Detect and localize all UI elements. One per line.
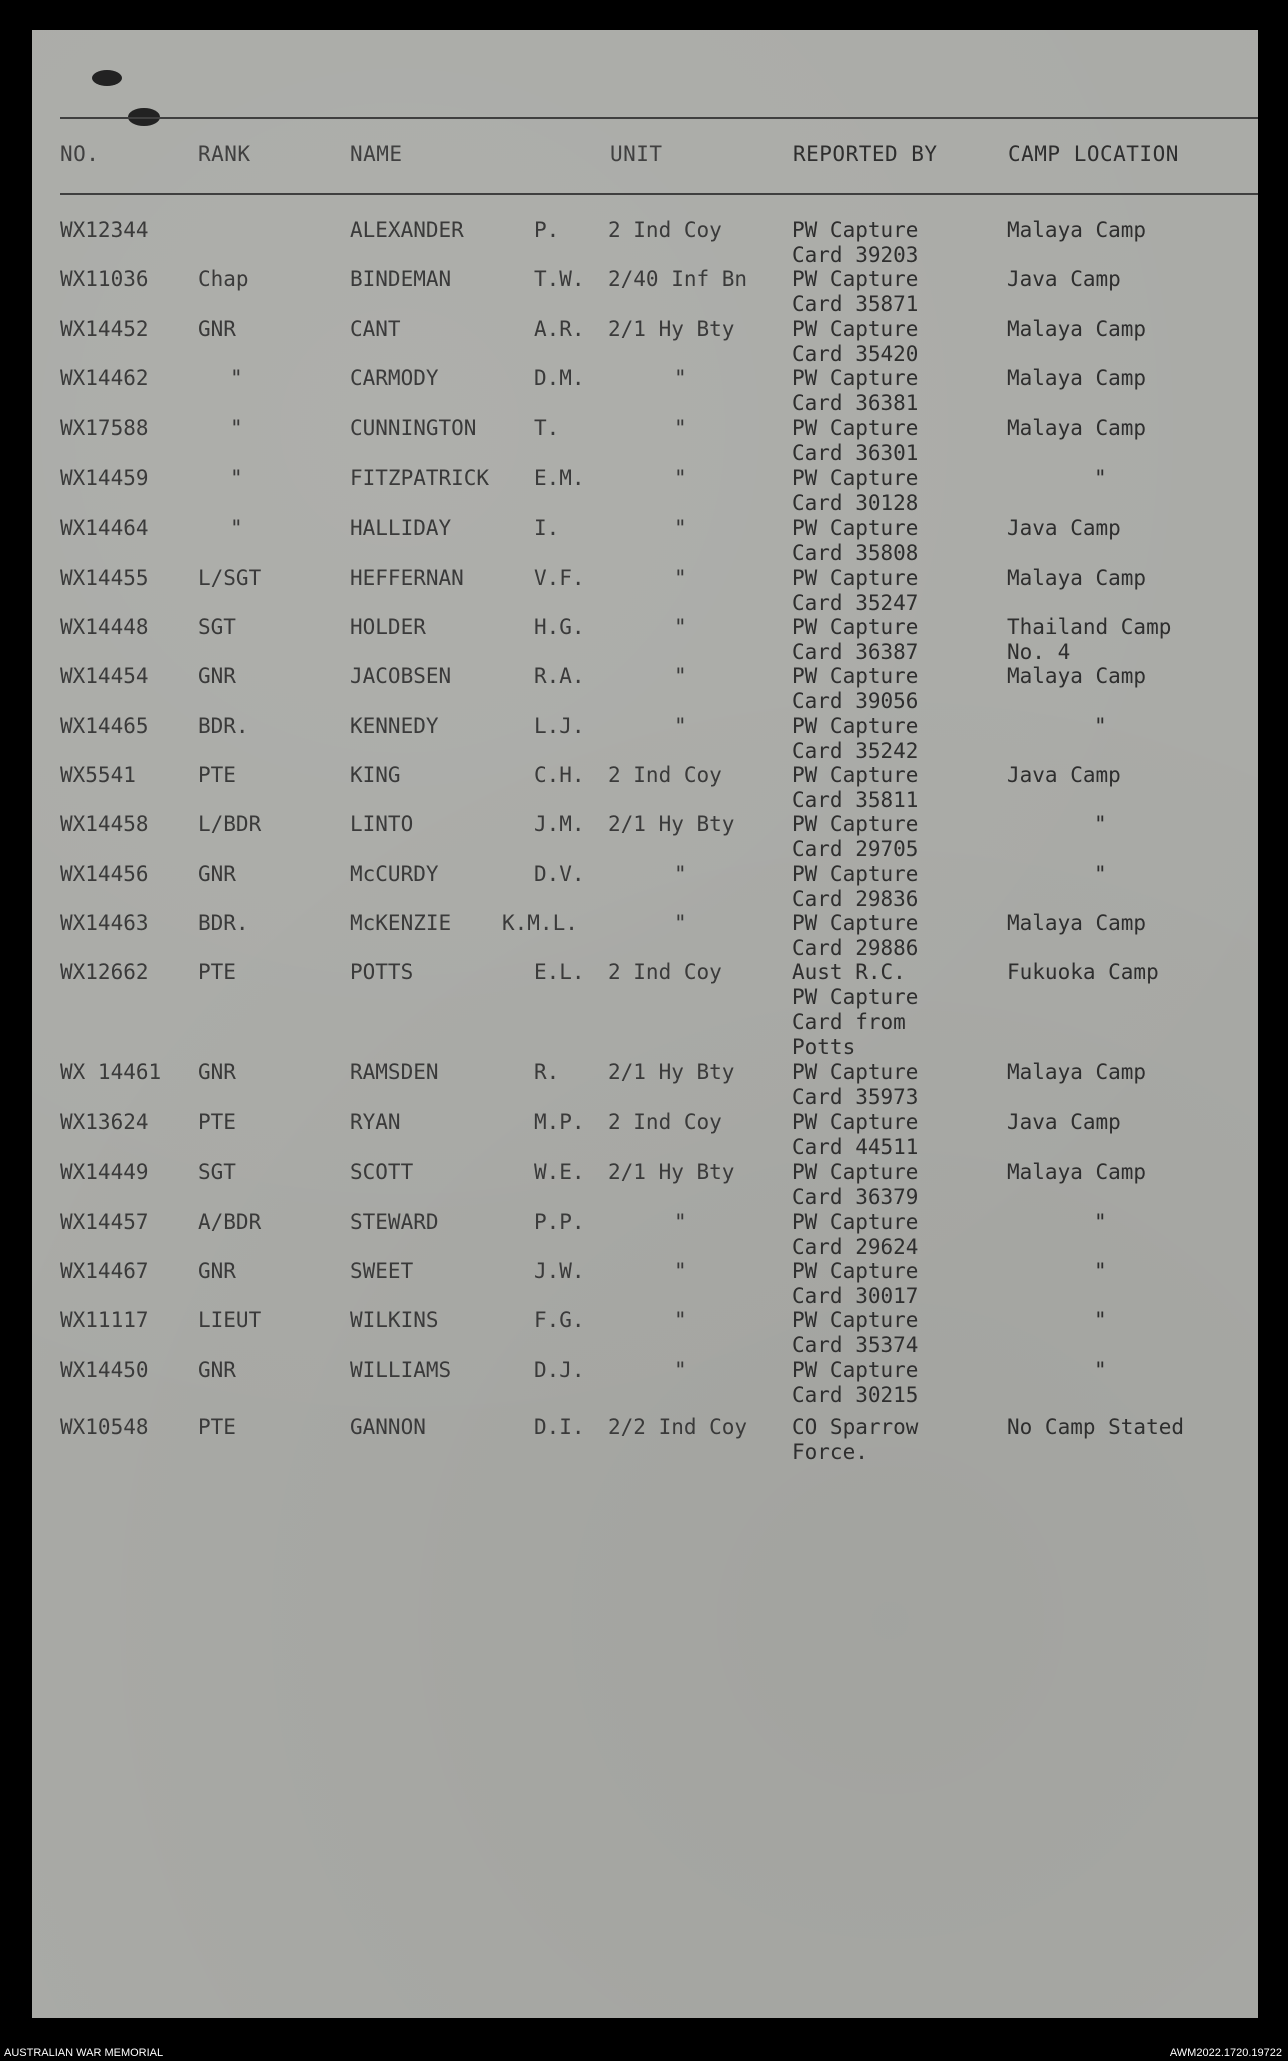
table-row	[32, 218, 1258, 268]
table-row	[32, 1210, 1258, 1260]
rank-cell: "	[230, 466, 243, 490]
camp-location-cell	[1007, 1110, 1121, 1135]
service-number-cell: WX17588	[60, 416, 149, 440]
initials-cell: T.W.	[534, 267, 585, 291]
service-number-cell: WX14463	[60, 911, 149, 935]
reported-by-line: Card 44511	[792, 1135, 919, 1159]
rank-cell: "	[230, 516, 243, 540]
reported-by-line: PW Capture	[792, 1308, 919, 1332]
initials-cell: C.H.	[534, 763, 585, 787]
initials-cell: D.M.	[534, 366, 585, 390]
reported-by-line: PW Capture	[792, 466, 919, 490]
reported-by-cell	[792, 267, 918, 317]
surname-cell: HEFFERNAN	[350, 566, 464, 590]
rank-cell: GNR	[198, 317, 236, 341]
table-row	[32, 1110, 1258, 1160]
camp-location-cell	[1007, 960, 1159, 985]
service-number-cell: WX14448	[60, 615, 149, 639]
table-row	[32, 714, 1258, 764]
reported-by-cell	[792, 1308, 918, 1358]
table-row	[32, 366, 1258, 416]
camp-location-line: No Camp Stated	[1007, 1415, 1185, 1439]
service-number-cell: WX14464	[60, 516, 149, 540]
rank-cell: SGT	[198, 615, 236, 639]
camp-location-line: No. 4	[1007, 640, 1071, 664]
initials-cell: J.W.	[534, 1259, 585, 1283]
reported-by-line: Card 29836	[792, 887, 919, 911]
camp-location-cell	[1094, 1358, 1107, 1383]
service-number-cell: WX10548	[60, 1415, 149, 1439]
camp-location-line: Malaya Camp	[1007, 664, 1147, 688]
reported-by-line: Card 36387	[792, 640, 919, 664]
reported-by-cell	[792, 1259, 918, 1309]
reported-by-line: PW Capture	[792, 1210, 919, 1234]
reported-by-line: Force.	[792, 1440, 868, 1464]
table-row	[32, 664, 1258, 714]
camp-location-cell	[1007, 267, 1121, 292]
unit-cell: "	[674, 714, 687, 738]
reported-by-line: Card 36379	[792, 1185, 919, 1209]
header-top-rule	[60, 117, 1258, 119]
rank-cell: GNR	[198, 862, 236, 886]
camp-location-line: "	[1094, 466, 1107, 490]
surname-cell: KING	[350, 763, 401, 787]
camp-location-cell	[1007, 516, 1121, 541]
camp-location-cell	[1094, 1259, 1107, 1284]
unit-cell: "	[674, 466, 687, 490]
reported-by-line: Card 35420	[792, 342, 919, 366]
reported-by-line: Card 35247	[792, 591, 919, 615]
reported-by-line: Card 29886	[792, 936, 919, 960]
reported-by-line: Card 36381	[792, 391, 919, 415]
rank-cell: PTE	[198, 763, 236, 787]
reported-by-cell	[792, 366, 918, 416]
service-number-cell: WX14462	[60, 366, 149, 390]
reported-by-line: Potts	[792, 1035, 856, 1059]
camp-location-line: "	[1094, 1358, 1107, 1382]
initials-cell: L.J.	[534, 714, 585, 738]
surname-cell: BINDEMAN	[350, 267, 452, 291]
camp-location-line: Malaya Camp	[1007, 317, 1147, 341]
service-number-cell: WX13624	[60, 1110, 149, 1134]
surname-cell: JACOBSEN	[350, 664, 452, 688]
initials-cell: R.A.	[534, 664, 585, 688]
camp-location-line: Malaya Camp	[1007, 1160, 1147, 1184]
surname-cell: HALLIDAY	[350, 516, 452, 540]
reported-by-line: Card 30215	[792, 1383, 919, 1407]
reported-by-cell	[792, 516, 918, 566]
table-row	[32, 1160, 1258, 1210]
reported-by-line: PW Capture	[792, 862, 919, 886]
rank-cell: LIEUT	[198, 1308, 262, 1332]
reported-by-cell	[792, 960, 918, 1060]
reported-by-line: Card 39056	[792, 689, 919, 713]
surname-cell: ALEXANDER	[350, 218, 464, 242]
service-number-cell: WX14455	[60, 566, 149, 590]
reported-by-cell	[792, 1210, 918, 1260]
reported-by-line: PW Capture	[792, 763, 919, 787]
reported-by-cell	[792, 1160, 918, 1210]
initials-cell: D.J.	[534, 1358, 585, 1382]
reported-by-line: Aust R.C.	[792, 960, 906, 984]
camp-location-cell	[1007, 911, 1146, 936]
surname-cell: McKENZIE	[350, 911, 452, 935]
initials-cell: F.G.	[534, 1308, 585, 1332]
table-row	[32, 1060, 1258, 1110]
rank-cell: PTE	[198, 960, 236, 984]
footer-archive-name: AUSTRALIAN WAR MEMORIAL	[4, 2047, 164, 2059]
reported-by-line: PW Capture	[792, 1110, 919, 1134]
surname-cell: WILLIAMS	[350, 1358, 452, 1382]
reported-by-line: Card 39203	[792, 243, 919, 267]
service-number-cell: WX14457	[60, 1210, 149, 1234]
surname-cell: CUNNINGTON	[350, 416, 477, 440]
surname-cell: STEWARD	[350, 1210, 439, 1234]
column-header-name: NAME	[350, 142, 403, 166]
initials-cell: D.I.	[534, 1415, 585, 1439]
initials-cell: T.	[534, 416, 560, 440]
footer-accession-number: AWM2022.1720.19722	[1169, 2047, 1282, 2059]
surname-cell: LINTO	[350, 812, 414, 836]
ink-smudge	[92, 70, 122, 86]
rank-cell: GNR	[198, 1060, 236, 1084]
camp-location-cell	[1007, 664, 1146, 689]
reported-by-line: PW Capture	[792, 366, 919, 390]
unit-cell: "	[674, 516, 687, 540]
table-row	[32, 911, 1258, 961]
camp-location-line: Java Camp	[1007, 267, 1121, 291]
unit-cell: 2/1 Hy Bty	[608, 317, 735, 341]
camp-location-line: Java Camp	[1007, 763, 1121, 787]
rank-cell: GNR	[198, 664, 236, 688]
reported-by-line: PW Capture	[792, 714, 919, 738]
reported-by-line: PW Capture	[792, 911, 919, 935]
surname-cell: SCOTT	[350, 1160, 414, 1184]
unit-cell: 2 Ind Coy	[608, 1110, 722, 1134]
camp-location-line: "	[1094, 1308, 1107, 1332]
unit-cell: 2/2 Ind Coy	[608, 1415, 748, 1439]
camp-location-line: Java Camp	[1007, 516, 1121, 540]
reported-by-line: PW Capture	[792, 566, 919, 590]
camp-location-line: Malaya Camp	[1007, 416, 1147, 440]
table-row	[32, 1415, 1258, 1465]
reported-by-cell	[792, 664, 918, 714]
reported-by-cell	[792, 862, 918, 912]
reported-by-line: PW Capture	[792, 1358, 919, 1382]
initials-cell: W.E.	[534, 1160, 585, 1184]
initials-cell: A.R.	[534, 317, 585, 341]
service-number-cell: WX14450	[60, 1358, 149, 1382]
camp-location-cell	[1007, 763, 1121, 788]
reported-by-line: PW Capture	[792, 218, 919, 242]
reported-by-line: Card 29705	[792, 837, 919, 861]
camp-location-line: "	[1094, 812, 1107, 836]
rank-cell: L/BDR	[198, 812, 262, 836]
rank-cell: BDR.	[198, 714, 249, 738]
camp-location-line: "	[1094, 714, 1107, 738]
reported-by-line: PW Capture	[792, 615, 919, 639]
camp-location-cell	[1094, 1308, 1107, 1333]
camp-location-cell	[1094, 1210, 1107, 1235]
camp-location-cell	[1094, 466, 1107, 491]
reported-by-cell	[792, 566, 918, 616]
table-row	[32, 1358, 1258, 1408]
initials-cell: P.	[534, 218, 560, 242]
surname-cell: KENNEDY	[350, 714, 439, 738]
camp-location-cell	[1007, 317, 1146, 342]
reported-by-line: PW Capture	[792, 1160, 919, 1184]
table-row	[32, 763, 1258, 813]
table-row	[32, 317, 1258, 367]
reported-by-cell	[792, 317, 918, 367]
table-row	[32, 812, 1258, 862]
initials-cell: I.	[534, 516, 560, 540]
unit-cell: "	[674, 1358, 687, 1382]
initials-cell: J.M.	[534, 812, 585, 836]
reported-by-line: Card 35242	[792, 739, 919, 763]
reported-by-line: Card 30017	[792, 1284, 919, 1308]
unit-cell: 2/1 Hy Bty	[608, 1160, 735, 1184]
service-number-cell: WX14452	[60, 317, 149, 341]
unit-cell: "	[674, 1210, 687, 1234]
rank-cell: GNR	[198, 1358, 236, 1382]
service-number-cell: WX14456	[60, 862, 149, 886]
surname-cell: GANNON	[350, 1415, 426, 1439]
camp-location-line: "	[1094, 862, 1107, 886]
unit-cell: 2 Ind Coy	[608, 218, 722, 242]
reported-by-line: Card 35808	[792, 541, 919, 565]
reported-by-line: Card 30128	[792, 491, 919, 515]
reported-by-line: Card 35973	[792, 1085, 919, 1109]
rank-cell: "	[230, 366, 243, 390]
camp-location-line: Malaya Camp	[1007, 911, 1147, 935]
surname-cell: CARMODY	[350, 366, 439, 390]
camp-location-line: Malaya Camp	[1007, 366, 1147, 390]
initials-cell: K.M.L.	[502, 911, 578, 935]
reported-by-cell	[792, 1110, 918, 1160]
initials-cell: R.	[534, 1060, 560, 1084]
unit-cell: "	[674, 566, 687, 590]
reported-by-cell	[792, 615, 918, 665]
camp-location-cell	[1094, 714, 1107, 739]
surname-cell: CANT	[350, 317, 401, 341]
service-number-cell: WX14458	[60, 812, 149, 836]
table-row	[32, 516, 1258, 566]
rank-cell: A/BDR	[198, 1210, 262, 1234]
table-row	[32, 466, 1258, 516]
unit-cell: "	[674, 1259, 687, 1283]
camp-location-line: Java Camp	[1007, 1110, 1121, 1134]
rank-cell: BDR.	[198, 911, 249, 935]
camp-location-line: "	[1094, 1259, 1107, 1283]
surname-cell: SWEET	[350, 1259, 414, 1283]
table-row	[32, 416, 1258, 466]
reported-by-cell	[792, 812, 918, 862]
camp-location-cell	[1007, 1060, 1146, 1085]
reported-by-cell	[792, 1415, 918, 1465]
reported-by-cell	[792, 1358, 918, 1408]
rank-cell: Chap	[198, 267, 249, 291]
rank-cell: "	[230, 416, 243, 440]
service-number-cell: WX5541	[60, 763, 136, 787]
column-header-reported-by: REPORTED BY	[793, 142, 938, 166]
rank-cell: PTE	[198, 1415, 236, 1439]
reported-by-line: PW Capture	[792, 317, 919, 341]
reported-by-line: Card 29624	[792, 1235, 919, 1259]
camp-location-cell	[1094, 812, 1107, 837]
reported-by-cell	[792, 714, 918, 764]
initials-cell: P.P.	[534, 1210, 585, 1234]
table-row	[32, 862, 1258, 912]
document-page	[32, 30, 1258, 2018]
camp-location-cell	[1007, 416, 1146, 441]
unit-cell: 2 Ind Coy	[608, 763, 722, 787]
reported-by-line: Card 35811	[792, 788, 919, 812]
reported-by-cell	[792, 466, 918, 516]
camp-location-cell	[1007, 566, 1146, 591]
camp-location-cell	[1007, 366, 1146, 391]
unit-cell: "	[674, 615, 687, 639]
unit-cell: 2/40 Inf Bn	[608, 267, 748, 291]
reported-by-line: PW Capture	[792, 1259, 919, 1283]
camp-location-cell	[1007, 1160, 1146, 1185]
reported-by-line: PW Capture	[792, 664, 919, 688]
reported-by-line: PW Capture	[792, 416, 919, 440]
reported-by-cell	[792, 416, 918, 466]
rank-cell: L/SGT	[198, 566, 262, 590]
unit-cell: "	[674, 366, 687, 390]
surname-cell: RAMSDEN	[350, 1060, 439, 1084]
initials-cell: H.G.	[534, 615, 585, 639]
surname-cell: HOLDER	[350, 615, 426, 639]
unit-cell: "	[674, 862, 687, 886]
surname-cell: McCURDY	[350, 862, 439, 886]
reported-by-line: PW Capture	[792, 812, 919, 836]
service-number-cell: WX11036	[60, 267, 149, 291]
unit-cell: "	[674, 1308, 687, 1332]
surname-cell: WILKINS	[350, 1308, 439, 1332]
surname-cell: RYAN	[350, 1110, 401, 1134]
reported-by-line: CO Sparrow	[792, 1415, 919, 1439]
service-number-cell: WX14449	[60, 1160, 149, 1184]
service-number-cell: WX11117	[60, 1308, 149, 1332]
reported-by-cell	[792, 911, 918, 961]
unit-cell: "	[674, 416, 687, 440]
service-number-cell: WX14465	[60, 714, 149, 738]
unit-cell: 2/1 Hy Bty	[608, 812, 735, 836]
rank-cell: PTE	[198, 1110, 236, 1134]
reported-by-line: Card from	[792, 1010, 906, 1034]
rank-cell: GNR	[198, 1259, 236, 1283]
reported-by-line: Card 35374	[792, 1333, 919, 1357]
table-row	[32, 960, 1258, 1059]
reported-by-line: PW Capture	[792, 985, 919, 1009]
service-number-cell: WX14467	[60, 1259, 149, 1283]
column-header-camp-location: CAMP LOCATION	[1008, 142, 1179, 166]
service-number-cell: WX12662	[60, 960, 149, 984]
reported-by-line: PW Capture	[792, 1060, 919, 1084]
reported-by-line: Card 36301	[792, 441, 919, 465]
camp-location-line: Fukuoka Camp	[1007, 960, 1159, 984]
unit-cell: "	[674, 664, 687, 688]
column-header-no: NO.	[60, 142, 100, 166]
reported-by-cell	[792, 1060, 918, 1110]
column-header-unit: UNIT	[610, 142, 663, 166]
initials-cell: E.L.	[534, 960, 585, 984]
table-row	[32, 1259, 1258, 1309]
surname-cell: POTTS	[350, 960, 414, 984]
camp-location-cell	[1007, 218, 1146, 243]
initials-cell: E.M.	[534, 466, 585, 490]
initials-cell: V.F.	[534, 566, 585, 590]
header-bottom-rule	[60, 193, 1258, 195]
unit-cell: "	[674, 911, 687, 935]
rank-cell: SGT	[198, 1160, 236, 1184]
reported-by-cell	[792, 218, 918, 268]
unit-cell: 2/1 Hy Bty	[608, 1060, 735, 1084]
camp-location-cell	[1007, 1415, 1184, 1440]
camp-location-line: "	[1094, 1210, 1107, 1234]
camp-location-line: Malaya Camp	[1007, 566, 1147, 590]
table-row	[32, 566, 1258, 616]
camp-location-cell	[1094, 862, 1107, 887]
camp-location-cell	[1007, 615, 1171, 665]
service-number-cell: WX 14461	[60, 1060, 162, 1084]
reported-by-cell	[792, 763, 918, 813]
initials-cell: D.V.	[534, 862, 585, 886]
reported-by-line: PW Capture	[792, 516, 919, 540]
camp-location-line: Malaya Camp	[1007, 1060, 1147, 1084]
camp-location-line: Malaya Camp	[1007, 218, 1147, 242]
service-number-cell: WX14454	[60, 664, 149, 688]
surname-cell: FITZPATRICK	[350, 466, 490, 490]
reported-by-line: Card 35871	[792, 292, 919, 316]
service-number-cell: WX12344	[60, 218, 149, 242]
column-header-rank: RANK	[198, 142, 251, 166]
unit-cell: 2 Ind Coy	[608, 960, 722, 984]
service-number-cell: WX14459	[60, 466, 149, 490]
initials-cell: M.P.	[534, 1110, 585, 1134]
table-row	[32, 615, 1258, 665]
camp-location-line: Thailand Camp	[1007, 615, 1172, 639]
reported-by-line: PW Capture	[792, 267, 919, 291]
table-row	[32, 1308, 1258, 1358]
table-row	[32, 267, 1258, 317]
